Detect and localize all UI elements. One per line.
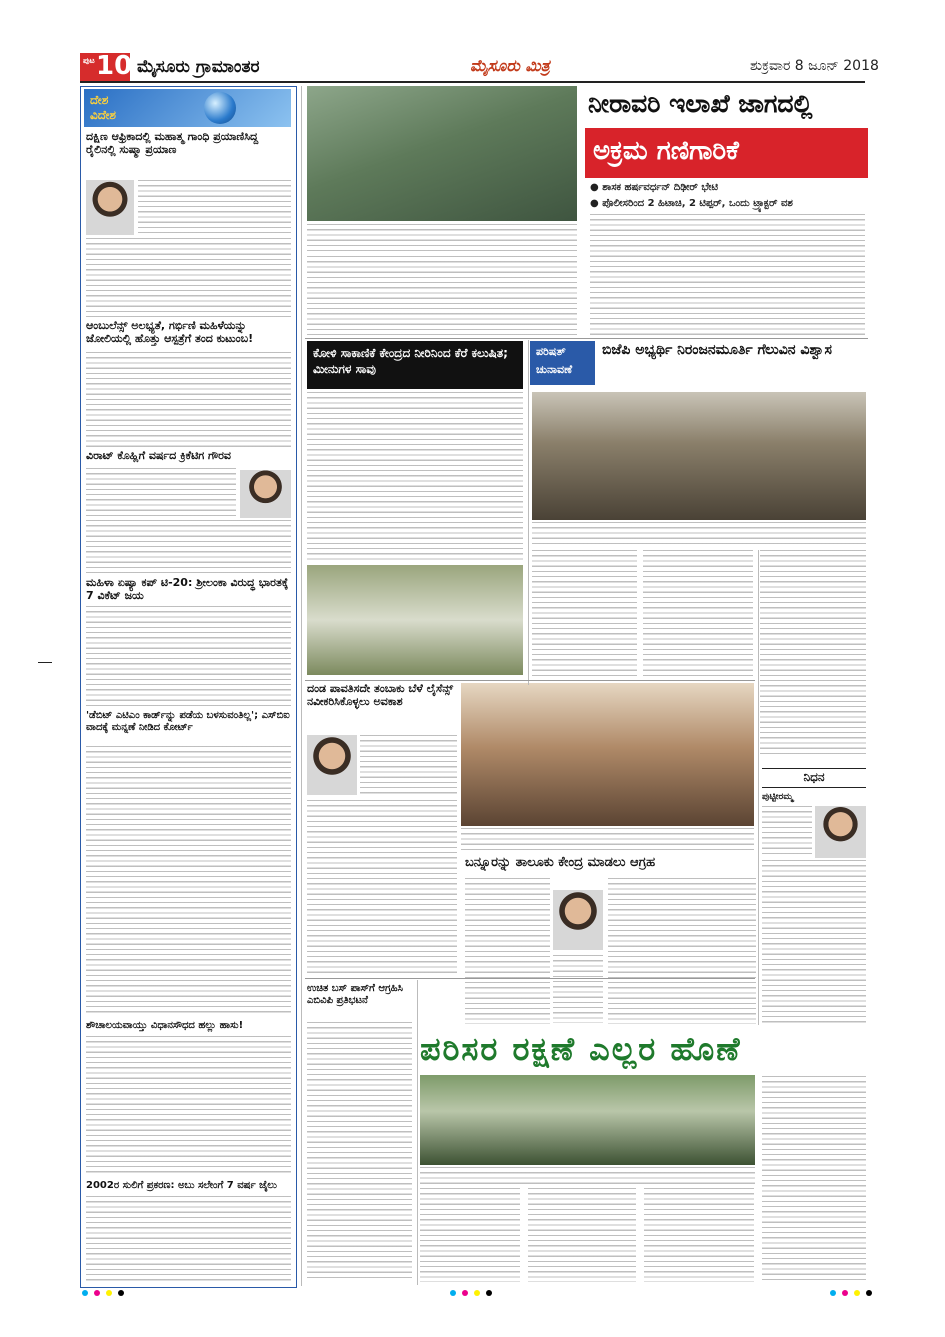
lake-grass-photo <box>307 565 523 675</box>
tag-line-1: ದೇಶ <box>90 93 109 107</box>
fold-mark <box>38 662 52 663</box>
story-vidhanasoudha-headline: ಶೌಚಾಲಯವಾಯ್ತು ವಿಧಾನಸೌಧದ ಹಲ್ಲು ಹಾಸು! <box>86 1020 244 1031</box>
sushma-photo <box>86 180 134 235</box>
story-text <box>465 878 550 1024</box>
obituary-photo <box>815 806 866 858</box>
story-text <box>760 550 866 755</box>
mining-inspection-photo <box>307 86 577 221</box>
story-kohli-headline: ವಿರಾಟ್ ಕೊಹ್ಲಿಗೆ ವರ್ಷದ ಕ್ರಿಕೆಟಿಗ ಗೌರವ <box>86 449 231 462</box>
page-label: ಪುಟ <box>83 56 95 65</box>
story-text <box>86 238 291 318</box>
story-text <box>762 806 812 856</box>
story-text <box>528 1188 636 1282</box>
registration-dots <box>82 1290 124 1296</box>
registration-dots <box>450 1290 492 1296</box>
photo-caption <box>461 828 754 850</box>
photo-caption <box>532 522 866 548</box>
section-title: ಮೈಸೂರು ಗ್ರಾಮಾಂತರ <box>137 57 260 77</box>
story-text <box>307 392 523 562</box>
election-tag-line2: ಚುನಾವಣೆ <box>536 363 573 376</box>
election-tag <box>530 341 595 385</box>
bullet-2-text: ಪೊಲೀಸರಿಂದ 2 ಹಿಟಾಚಿ, 2 ಟಿಪ್ಪರ್, ಒಂದು ಟ್ರ್ಯಾಕ್ಟರ್ ವಶ <box>602 198 793 209</box>
top-story-headline-box <box>585 128 868 178</box>
kohli-photo <box>240 470 291 518</box>
yellow-dot <box>474 1290 480 1296</box>
tobacco-headline: ದಂಡ ಪಾವತಿಸದೇ ತಂಬಾಕು ಬೆಳೆ ಲೈಸೆನ್ಸ್ ನವೀಕರಿಸಿಕೊಳ್ಳಲು ಅವಕಾಶ <box>307 682 454 708</box>
row-rule <box>305 680 755 681</box>
story-ambulance-headline: ಆಂಬುಲೆನ್ಸ್ ಅಲಭ್ಯತೆ, ಗರ್ಭಿಣಿ ಮಹಿಳೆಯನ್ನು ಜೋಲಿಯಲ್ಲಿ ಹೊತ್ತು ಆಸ್ಪತ್ರೆಗೆ ತಂದ ಕುಟುಂಬ! <box>86 319 254 345</box>
row-rule <box>305 338 868 339</box>
election-headline: ಬಿಜೆಪಿ ಅಭ್ಯರ್ಥಿ ನಿರಂಜನಮೂರ್ತಿ ಗೆಲುವಿನ ವಿಶ್ವಾಸ <box>602 342 832 358</box>
story-text <box>643 550 753 676</box>
page-number-badge <box>80 51 133 81</box>
story-asiacup-headline: ಮಹಿಳಾ ಏಷ್ಯಾ ಕಪ್ ಟಿ-20: ಶ್ರೀಲಂಕಾ ವಿರುದ್ಧ ಭಾರತಕ್ಕೆ 7 ವಿಕೆಟ್ ಜಯ <box>86 576 289 602</box>
obituary-title: ನಿಧನ <box>762 768 866 788</box>
story-text <box>86 468 236 518</box>
story-text <box>762 860 866 1025</box>
row-rule <box>305 978 755 979</box>
officer-photo <box>307 735 357 795</box>
bullet-1-text: ಶಾಸಕ ಹರ್ಷವರ್ಧನ್ ದಿಢೀರ್ ಭೇಟಿ <box>602 182 719 193</box>
registration-dots <box>830 1290 872 1296</box>
story-sbi-headline: 'ಡೆಬಿಟ್ ಎಟಿಎಂ ಕಾರ್ಡ್‌ನ್ನು ಪಡೆಯ ಬಳಸುವಂತಿಲ್ಲ'; ಎಸ್‌ಬಿಐ ವಾದಕ್ಕೆ ಮನ್ನಣೆ ನೀಡಿದ ಕೋರ್ಟ್ <box>86 710 290 733</box>
story-text <box>532 550 637 676</box>
issue-date: ಶುಕ್ರವಾರ 8 ಜೂನ್ 2018 <box>750 58 879 74</box>
story-text <box>762 1076 866 1282</box>
story-text <box>608 878 756 1024</box>
cyan-dot <box>82 1290 88 1296</box>
black-dot <box>118 1290 124 1296</box>
cyan-dot <box>450 1290 456 1296</box>
photo-caption <box>420 1167 755 1185</box>
story-text <box>360 735 457 795</box>
bjp-candidate-photo <box>532 392 866 520</box>
poultry-headline-box <box>307 341 523 389</box>
magenta-dot <box>94 1290 100 1296</box>
magenta-dot <box>462 1290 468 1296</box>
environment-headline: ಪರಿಸರ ರಕ್ಷಣೆ ಎಲ್ಲರ ಹೊಣೆ <box>420 1030 742 1068</box>
bannuru-headline: ಬನ್ನೂರನ್ನು ತಾಲೂಕು ಕೇಂದ್ರ ಮಾಡಲು ಆಗ್ರಹ <box>465 855 656 870</box>
story-text <box>86 352 291 448</box>
yellow-dot <box>854 1290 860 1296</box>
story-abusalem-headline: 2002ರ ಸುಲಿಗೆ ಪ್ರಕರಣ: ಅಬು ಸಲೇಂಗೆ 7 ವರ್ಷ ಜೈಲು <box>86 1180 277 1191</box>
story-text <box>307 1022 412 1282</box>
column-rule <box>301 86 302 1286</box>
story-sushma-headline: ದಕ್ಷಿಣ ಆಫ್ರಿಕಾದಲ್ಲಿ ಮಹಾತ್ಮ ಗಾಂಧಿ ಪ್ರಯಾಣಿಸಿದ್ದ ರೈಲಿನಲ್ಲಿ ಸುಷ್ಮಾ ಪ್ರಯಾಣ <box>86 130 259 156</box>
story-text <box>86 606 291 706</box>
buspass-headline: ಉಚಿತ ಬಸ್ ಪಾಸ್‌ಗೆ ಆಗ್ರಹಿಸಿ ಎಬಿವಿಪಿ ಪ್ರತಿಭಟನೆ <box>307 983 403 1006</box>
congress-meeting-photo <box>461 683 754 826</box>
story-text <box>307 800 457 975</box>
global-news-tag <box>84 89 291 127</box>
story-text <box>86 520 291 574</box>
column-rule <box>528 340 529 685</box>
top-story-headline-line2: ಅಕ್ರಮ ಗಣಿಗಾರಿಕೆ <box>593 136 739 166</box>
page-number: 10 <box>96 51 133 81</box>
story-text <box>307 256 577 336</box>
column-rule <box>758 550 759 1025</box>
environment-photo <box>420 1075 755 1165</box>
black-dot <box>866 1290 872 1296</box>
header-rule <box>80 81 865 83</box>
black-dot <box>486 1290 492 1296</box>
column-rule <box>417 980 418 1285</box>
election-tag-line1: ಪರಿಷತ್ <box>536 345 566 358</box>
poultry-headline: ಕೋಳಿ ಸಾಕಾಣಿಕೆ ಕೇಂದ್ರದ ನೀರಿನಿಂದ ಕೆರೆ ಕಲುಷಿತ; ಮೀನುಗಳ ಸಾವು <box>313 346 508 377</box>
story-text <box>553 955 603 1023</box>
story-text <box>590 214 865 336</box>
leader-photo <box>553 890 603 950</box>
globe-icon <box>204 92 236 124</box>
story-text <box>138 180 291 236</box>
masthead-logo: ಮೈಸೂರು ಮಿತ್ರ <box>470 56 550 75</box>
bullet-1: ● ಶಾಸಕ ಹರ್ಷವರ್ಧನ್ ದಿಢೀರ್ ಭೇಟಿ <box>590 182 719 193</box>
photo-caption <box>307 224 577 254</box>
obituary-name: ಪುಟ್ಟೀರಮ್ಮ <box>762 792 793 802</box>
cyan-dot <box>830 1290 836 1296</box>
story-text <box>644 1188 754 1282</box>
story-text <box>420 1188 520 1282</box>
story-text <box>86 1036 291 1176</box>
story-text <box>86 1196 291 1282</box>
bullet-2: ● ಪೊಲೀಸರಿಂದ 2 ಹಿಟಾಚಿ, 2 ಟಿಪ್ಪರ್, ಒಂದು ಟ್ರ್ಯಾಕ್ಟರ್ ವಶ <box>590 198 793 209</box>
tag-line-2: ವಿದೇಶ <box>90 108 117 122</box>
magenta-dot <box>842 1290 848 1296</box>
yellow-dot <box>106 1290 112 1296</box>
top-story-headline-line1: ನೀರಾವರಿ ಇಲಾಖೆ ಜಾಗದಲ್ಲಿ <box>588 89 813 118</box>
story-text <box>86 746 291 1016</box>
